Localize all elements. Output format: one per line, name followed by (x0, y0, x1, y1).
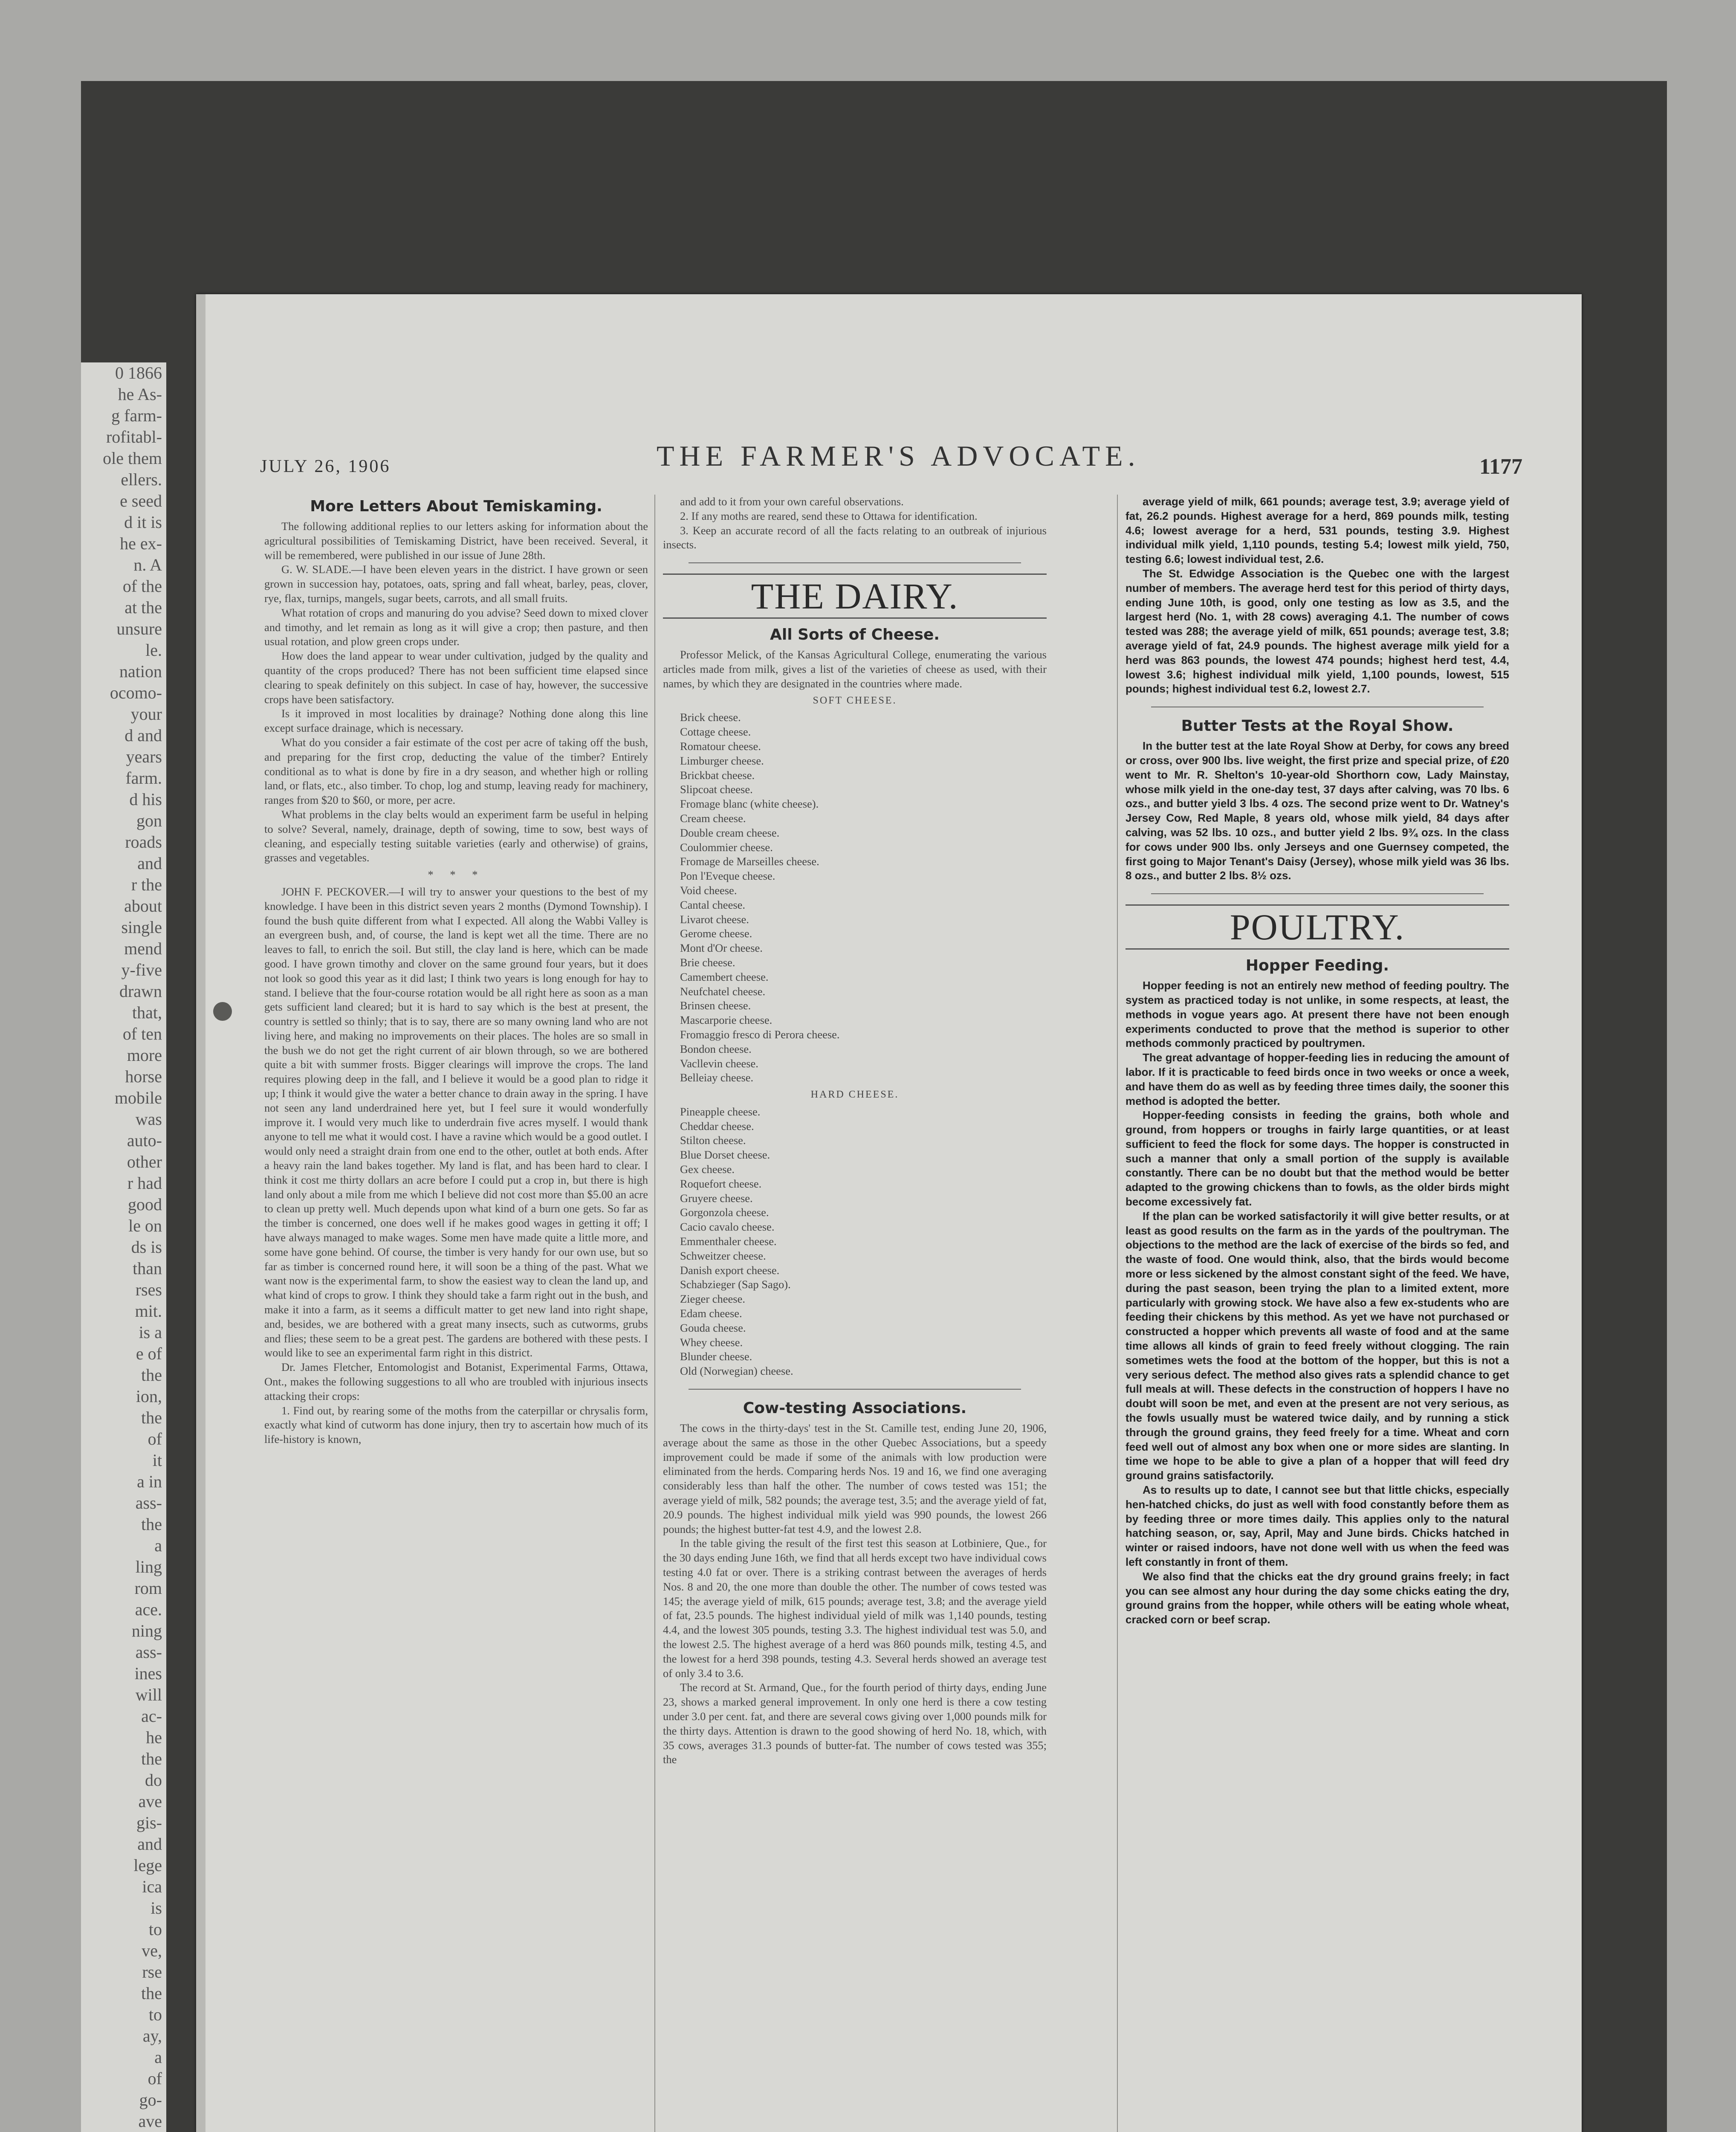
previous-page-line: he As- (118, 385, 162, 404)
previous-page-line: ass- (135, 1493, 162, 1512)
article-paragraph: 2. If any moths are reared, send these to Ottawa for identification. (680, 509, 978, 522)
previous-page-line: ling (135, 1557, 162, 1576)
cheese-item: Mascarporie cheese. (680, 1014, 773, 1027)
cheese-item: Gerome cheese. (680, 927, 752, 940)
previous-page-line: nation (119, 662, 162, 681)
previous-page-line: ning (131, 1621, 162, 1640)
section-title: THE DAIRY. (663, 574, 1047, 619)
column-divider (654, 495, 655, 2132)
previous-page-line: go- (139, 2090, 162, 2109)
cheese-item: Cacio cavalo cheese. (680, 1220, 775, 1234)
cheese-item: Blunder cheese. (680, 1350, 752, 1363)
previous-page-line: a (154, 1536, 162, 1555)
cheese-list (663, 710, 1047, 1085)
previous-page-line: lege (133, 1856, 162, 1875)
previous-page-edge (81, 362, 166, 2132)
previous-page-line: gis- (136, 1813, 162, 1832)
cheese-item: Fromage de Marseilles cheese. (680, 855, 819, 868)
cheese-item: Roquefort cheese. (680, 1177, 762, 1190)
cheese-item: Gruyere cheese. (680, 1191, 753, 1205)
article-paragraph: 3. Keep an accurate record of all the facts relating to an outbreak of injurious insects. (663, 524, 1047, 551)
previous-page-line: rse (142, 1962, 162, 1981)
previous-page-line: d and (124, 726, 162, 745)
previous-page-line: le. (145, 640, 162, 660)
previous-page-line: the (141, 1408, 162, 1427)
previous-page-line: roads (125, 832, 162, 852)
cheese-item: Zieger cheese. (680, 1292, 746, 1306)
article-paragraph: Hopper feeding is not an entirely new method of feeding poultry. The system as practiced today is not unlike, in some respects, at least, the methods in vogue years ago. At present there have not been enough experiments conducted to prove that the method is superior to other methods commonly practiced by poultrymen. (1126, 979, 1509, 1050)
article-paragraph: The St. Edwidge Association is the Quebec one with the largest number of members. The average herd test for this period of thirty days, ending June 10th, is good, only one testing as low as 3.5, and the largest herd (No. 1, with 28 cows) averaging 4.1. The number of cows tested was 288; the average yield of milk, 651 pounds; average test, 3.8; average yield of fat, 24.9 pounds. The highest average milk yield for a herd was 863 pounds, the lowest 474 pounds; highest herd test, 4.4, lowest 3.6; highest individual milk yield, 1,100 pounds, lowest, 515 pounds; highest individual test 6.2, lowest 2.7. (1126, 567, 1509, 695)
cheese-item: Edam cheese. (680, 1307, 742, 1320)
cheese-item: Pineapple cheese. (680, 1105, 761, 1118)
article-body (264, 519, 648, 865)
previous-page-line: to (148, 1920, 162, 1939)
previous-page-line: to (148, 2005, 162, 2024)
article-paragraph: Dr. James Fletcher, Entomologist and Botanist, Experimental Farms, Ottawa, Ont., makes the following suggestions to all who are troubled with injurious insects attacking their crops: (264, 1361, 648, 1402)
article-paragraph: Is it improved in most localities by drainage? Nothing done along this line except surface drainage, which is necessary. (264, 707, 648, 735)
cheese-item: Brinsen cheese. (680, 999, 751, 1012)
previous-page-line: of (148, 2069, 162, 2088)
cheese-item: Romatour cheese. (680, 739, 761, 753)
newspaper-page (196, 294, 1582, 2132)
article-paragraph: average yield of milk, 661 pounds; average test, 3.9; average yield of fat, 26.2 pounds. Highest average for a herd, 869 pounds milk, testing 4.6; lowest average for a herd, 531 pounds, testing 3.9. Highest individual milk yield, 1,110 pounds, testing 5.4; lowest milk yield, 750, testing 6.6; lowest individual test, 2.6. (1126, 495, 1509, 566)
previous-page-line: mend (124, 939, 162, 958)
column-divider (1117, 495, 1118, 2132)
previous-page-line: single (121, 918, 162, 937)
divider-rule (689, 1389, 1021, 1390)
previous-page-line: ave (138, 1792, 162, 1811)
previous-page-line: of the (122, 576, 162, 596)
previous-page-line: of ten (122, 1024, 162, 1043)
previous-page-line: ve, (142, 1941, 162, 1960)
previous-page-line: years (126, 747, 162, 766)
cheese-item: Cheddar cheese. (680, 1119, 754, 1133)
cheese-item: Slipcoat cheese. (680, 783, 753, 796)
previous-page-line: y-five (121, 960, 162, 979)
cheese-item: Cream cheese. (680, 811, 746, 825)
previous-page-line: ica (142, 1877, 162, 1896)
previous-page-line: that, (132, 1003, 162, 1022)
previous-page-line: ay, (142, 2026, 162, 2045)
cheese-item: Gouda cheese. (680, 1321, 746, 1334)
previous-page-line: ds is (131, 1237, 162, 1257)
previous-page-line: g farm- (111, 406, 162, 425)
previous-page-line: was (135, 1109, 162, 1129)
article-paragraph: The cows in the thirty-days' test in the St. Camille test, ending June 20, 1906, average about the same as those in the other Quebec Associations, but a speedy improvement could be made if some of the animals with low production were eliminated from the herds. Comparing herds Nos. 19 and 16, we find one averaging considerably less than half the other. The number of cows tested was 151; the average yield of milk, 582 pounds; the average test, 3.5; and the average yield of fat, 20.9 pounds. The highest individual milk yield was 990 pounds, the lowest 266 pounds; the highest butter-fat test 4.9, and the lowest 2.8. (663, 1422, 1047, 1535)
previous-page-line: good (128, 1195, 162, 1214)
cheese-item: Brick cheese. (680, 711, 741, 724)
previous-page-line: ellers. (121, 470, 162, 489)
divider-rule (1151, 893, 1484, 894)
previous-page-line: d it is (124, 513, 162, 532)
previous-page-line: about (124, 896, 162, 915)
article-paragraph: JOHN F. PECKOVER.—I will try to answer your questions to the best of my knowledge. I have been in this district seven years 2 months (Dymond Township). I found the bush quite different from what I expected. All along the Wabbi Valley is an evergreen bush, and, of course, the land is kept wet all the time. There are no leaves to fall, to enrich the soil. But still, the clay land is here, which can be made good. I have grown timothy and clover on the same ground four years, but it does not look so good this year as it did last; I think two years is long enough for hay to stand. I believe that the four-course rotation would be all right here as soon as a man gets sufficient land cleared; but it is hard to say which is the best at present, the country is settled so thinly; that is to say, there are so many owning land who are not living here, and making no improvements on their places. The holes are so small in the bush we do not get the right current of air blown through, so we are bothered quite a bit with summer frosts. Bigger clearings will improve the crops. The land requires plowing deep in the fall, and I believe it would be a good plan to ridge it up; I think it would give the water a better chance to drain away in the spring. I have not seen any land underdrained here yet, but I feel sure it would wonderfully improve it. I would very much like to underdrain five acres myself. I would thank anyone to tell me what it would cost. I have a ravine which would be a good outlet. I would only need a straight drain from one end to the other, outlet at both ends. After a heavy rain the land bakes together. My land is flat, and has been hard to clear. I think it cost me thirty dollars an acre before I could put a crop in, but there is high land only about a mile from me which I believe did not cost more than $5.00 an acre to clean up pretty well. Much depends upon what kind of a burn one gets. So far as the timber is concerned, one does well if he makes good wages in getting it off; I have always managed to make wages. Some men have made quite a little more, and some have gone behind. Of course, the timber is very handy for our own use, but so far as timber is concerned round here, it will soon be a thing of the past. What we want now is the experimental farm, to show the easiest way to clean the land up, and what kind of crops to grow. I think they should take a farm right out in the bush, and make it into a farm, as it seems a difficult matter to get new land into right shape, and, besides, we are bothered with a great many insects, such as cutworms, grubs and flies; these seem to be a great pest. The gardens are bothered with these pests. I would like to see an experimental farm right in this district. (264, 885, 648, 1359)
previous-page-line: gon (136, 811, 162, 830)
article-paragraph: What rotation of crops and manuring do you advise? Seed down to mixed clover and timothy, and let remain as long as it will give a crop; then pasture, and then usual rotation, and plow green crops under. (264, 606, 648, 648)
cheese-item: Fromage blanc (white cheese). (680, 797, 819, 811)
separator: * * * (428, 868, 485, 881)
previous-page-line: e of (136, 1344, 162, 1363)
cheese-item: Camembert cheese. (680, 970, 769, 983)
previous-page-line: n. A (133, 555, 162, 574)
cheese-item: Emmenthaler cheese. (680, 1235, 777, 1248)
article-paragraph: We also find that the chicks eat the dry ground grains freely; in fact you can see almost any hour during the day some chicks eating the dry, ground grains from the hopper, while others will be eating whole wheat, cracked corn or beef scrap. (1126, 1570, 1509, 1626)
cheese-item: Vacllevin cheese. (680, 1057, 758, 1070)
previous-page-line: ass- (135, 1642, 162, 1662)
cheese-item: Whey cheese. (680, 1335, 743, 1349)
article-body (663, 495, 1047, 552)
scan-backdrop (81, 81, 1667, 2132)
article-paragraph: What do you consider a fair estimate of the cost per acre of taking off the bush, and preparing for the first crop, deducting the value of the timber? Entirely conditional as to what is done by fire in a dry season, and whether high or rolling land, or flats, etc., also timber. To chop, log and stump, leaving ready for machinery, ranges from $20 to $60, or more, per acre. (264, 736, 648, 807)
issue-date: JULY 26, 1906 (260, 457, 391, 476)
previous-page-line: at the (124, 598, 162, 617)
article-heading: Butter Tests at the Royal Show. (1181, 717, 1454, 735)
previous-page-line: ion, (136, 1387, 162, 1406)
previous-page-line: than (133, 1259, 162, 1278)
article-paragraph: Professor Melick, of the Kansas Agricultural College, enumerating the various articles made from milk, gives a list of the varieties of cheese as used, with their names, by which they are designated in the countries where made. (663, 648, 1047, 690)
cheese-item: Cantal cheese. (680, 898, 746, 911)
cheese-item: Double cream cheese. (680, 826, 780, 839)
cheese-item: Void cheese. (680, 884, 737, 897)
previous-page-line: auto- (127, 1131, 162, 1150)
article-paragraph: How does the land appear to wear under cultivation, judged by the quality and quantity of the crops produced? There has not been sufficient time elapsed since clearing to speak definitely on this subject. In case of hay, however, the successive crops have been satisfactory. (264, 649, 648, 706)
previous-page-line: and (137, 854, 162, 873)
page-number: 1177 (1479, 455, 1523, 479)
previous-page-line: the (141, 1749, 162, 1768)
cheese-item: Old (Norwegian) cheese. (680, 1364, 793, 1378)
cheese-item: Neufchatel cheese. (680, 985, 766, 998)
cheese-item: Fromaggio fresco di Perora cheese. (680, 1028, 840, 1041)
article-paragraph: What problems in the clay belts would an experiment farm be useful in helping to solve? Several, namely, drainage, depth of sowing, time to sow, best ways of cleaning, and especially testing suitable varieties (early and otherwise) of grains, grasses and vegetables. (264, 808, 648, 864)
previous-page-line: the (141, 1984, 162, 2003)
article-paragraph: The following additional replies to our letters asking for information about the agricultural possibilities of Temiskaming District, have been received. Several, it will be remembered, were published in our issue of June 28th. (264, 520, 648, 562)
previous-page-line: 0 1866 (115, 363, 162, 382)
previous-page-line: rses (135, 1280, 162, 1299)
cheese-item: Gex cheese. (680, 1163, 735, 1176)
cheese-item: Coulommier cheese. (680, 840, 773, 854)
previous-page-line: ave (138, 2112, 162, 2131)
cheese-item: Cottage cheese. (680, 725, 751, 739)
cheese-item: Brie cheese. (680, 956, 735, 969)
cheese-item: Pon l'Eveque cheese. (680, 869, 775, 883)
previous-page-line: horse (125, 1067, 162, 1086)
column-1 (264, 495, 648, 2132)
previous-page-line: he (146, 1728, 162, 1747)
cheese-item: Gorgonzola cheese. (680, 1206, 769, 1219)
previous-page-line: mit. (135, 1301, 162, 1321)
previous-page-line: ole them (103, 449, 162, 468)
article-paragraph: 1. Find out, by rearing some of the moths from the caterpillar or chrysalis form, exactly what kind of cutworm has done injury, then try to ascertain how much of its life-history is known, (264, 1404, 648, 1446)
previous-page-line: the (141, 1365, 162, 1385)
cheese-item: Limburger cheese. (680, 754, 764, 767)
article-paragraph: In the table giving the result of the first test this season at Lotbiniere, Que., for the 30 days ending June 16th, we find that all herds except two have individual cows testing 4.0 fat or over. There is a striking contrast between the averages of herds Nos. 8 and 20, the one more than double the other. The number of cows tested was 145; the average yield of milk, 615 pounds; average test, 3.8; and the average yield of fat, 23.5 pounds. The highest individual yield of milk was 1,140 pounds, testing 4.4, and the lowest 305 pounds, testing 3.3. The highest individual test was 5.0, and the lowest 2.5. The highest average of a herd was 860 pounds milk, testing 4.5, and the lowest for a herd 398 pounds, testing 4.3. Several herds showed an average test of only 3.4 to 3.6. (663, 1537, 1047, 1680)
previous-page-line: rofitabl- (106, 427, 162, 446)
article-paragraph: If the plan can be worked satisfactorily it will give better results, or at least as good results on the farm as in the yards of the poultryman. The objections to the method are the lack of exercise of the birds so fed, and the waste of food. One would think, also, that the birds would become more or less sickened by the almost constant sight of the feed. We have, during the past season, been trying the plan to a limited extent, more particularly with growing stock. We have also a few ex-students who are feeding their chickens by this method. As yet we have not purchased or constructed a hopper which prevents all waste of food and at the same time allows all kinds of grain to feed freely without clogging. The rain sometimes wets the food at the bottom of the hopper, but this is not a very serious defect. The method also gives rats a splendid chance to get full meals at will. These defects in the construction of hoppers I have no doubt will soon be met, and even at the present are not very serious, as the fowls usually must be watered twice daily, and by running a stick through the ground grains, they feed freely for a time. Wheat and corn feed well out of almost any box when one or more sides are slanting. In time we hope to be able to give a plan of a hopper that will feed dry ground grains satisfactorily. (1126, 1209, 1509, 1482)
previous-page-line: unsure (116, 619, 162, 638)
previous-page-line: ines (134, 1664, 162, 1683)
article-heading: More Letters About Temiskaming. (310, 498, 602, 515)
previous-page-line: the (141, 1515, 162, 1534)
previous-page-line: d his (129, 790, 162, 809)
article-heading: Cow-testing Associations. (743, 1399, 967, 1417)
cheese-item: Bondon cheese. (680, 1042, 752, 1055)
cheese-item: Schabzieger (Sap Sago). (680, 1278, 791, 1291)
list-heading: SOFT CHEESE. (813, 695, 897, 706)
cheese-item: Stilton cheese. (680, 1134, 746, 1147)
previous-page-line: rom (134, 1579, 162, 1598)
article-paragraph: In the butter test at the late Royal Show at Derby, for cows any breed or cross, over 900 lbs. live weight, the first prize and special prize, of £20 went to Mr. R. Shelton's 10-year-old Shorthorn cow, Lady Mainstay, whose milk yield in the one-day test, 37 days after calving, was 70 lbs. 6 ozs., and butter yield 3 lbs. 4 ozs. The second prize went to Dr. Watney's Jersey Cow, Red Maple, 8 years old, whose milk yield, 84 days after calving, was 52 lbs. 10 ozs., and butter yield 2 lbs. 9¾ ozs. In the class for cows under 900 lbs. only Jerseys and one Guernsey competed, the first going to Major Tenant's Daisy (Jersey), whose milk yield was 36 lbs. 8 ozs., and butter 2 lbs. 8½ ozs. (1126, 739, 1509, 882)
previous-page-line: your (130, 704, 162, 724)
section-title: POULTRY. (1126, 904, 1509, 950)
previous-page-line: other (127, 1152, 162, 1171)
column-2 (663, 495, 1047, 2132)
divider-rule (689, 562, 1021, 563)
previous-page-line: is a (139, 1323, 162, 1342)
page-gutter (196, 294, 205, 2132)
cheese-item: Blue Dorset cheese. (680, 1148, 770, 1162)
previous-page-line: a in (137, 1472, 162, 1491)
previous-page-line: r the (131, 875, 162, 894)
article-paragraph: The great advantage of hopper-feeding lies in reducing the amount of labor. If it is practicable to feed birds once in two weeks or once a week, and have them do as well as by feeding three times daily, the sooner this method is adopted the better. (1126, 1051, 1509, 1107)
article-paragraph: The record at St. Armand, Que., for the fourth period of thirty days, ending June 23, shows a marked general improvement. In only one herd is there a cow testing under 3.0 per cent. fat, and there are several cows giving over 1,000 pounds milk for the thirty days. Attention is drawn to the good showing of herd No. 18, which, with 35 cows, averages 31.3 pounds of butter-fat. The number of cows tested was 355; the (663, 1681, 1047, 1766)
article-body (1126, 495, 1509, 696)
previous-page-line: is (150, 1898, 162, 1918)
article-paragraph: Hopper-feeding consists in feeding the grains, both whole and ground, from hoppers or troughs in fairly large quantities, or at least sufficient to feed the flock for some days. The hopper is constructed in such a manner that only a small portion of the supply is available constantly. There can be no doubt but that the method would be better adapted to the growing chickens than to fowls, as the older birds might become excessively fat. (1126, 1109, 1509, 1208)
article-paragraph: and add to it from your own careful observations. (680, 495, 904, 508)
article-paragraph: G. W. SLADE.—I have been eleven years in the district. I have grown or seen grown in succession hay, potatoes, oats, spring and fall wheat, barley, peas, clover, rye, flax, turnips, mangels, sugar beets, carrots, and all small fruits. (264, 563, 648, 605)
previous-page-line: will (135, 1685, 162, 1704)
previous-page-line: farm. (125, 768, 162, 788)
previous-page-line: it (152, 1451, 162, 1470)
previous-page-line: ac- (141, 1706, 162, 1726)
previous-page-line: ocomo- (110, 683, 162, 702)
article-body (264, 885, 648, 1447)
binding-hole (213, 1002, 232, 1021)
previous-page-line: he ex- (120, 534, 162, 553)
masthead-title: THE FARMER'S ADVOCATE. (657, 440, 1140, 472)
article-body (1126, 979, 1509, 1627)
previous-page-line: drawn (119, 982, 162, 1001)
article-heading: All Sorts of Cheese. (770, 626, 940, 644)
previous-page-line: le on (128, 1216, 162, 1235)
previous-page-line: of (148, 1429, 162, 1448)
previous-page-line: mobile (114, 1088, 162, 1107)
cheese-item: Brickbat cheese. (680, 768, 755, 782)
cheese-item: Livarot cheese. (680, 912, 749, 926)
previous-page-text (81, 362, 166, 2132)
article-paragraph: As to results up to date, I cannot see but that little chicks, especially hen-hatched chicks, do just as well with food constantly before them as by feeding three or more times daily. This applies only to the natural hatching season, or, say, April, May and June birds. Chicks hatched in winter or raised indoors, have not done well with us when the feed was left constantly in front of them. (1126, 1483, 1509, 1568)
previous-page-line: ace. (135, 1600, 162, 1619)
previous-page-line: do (145, 1770, 162, 1790)
article-body (663, 1421, 1047, 1767)
cheese-item: Danish export cheese. (680, 1263, 780, 1277)
cheese-item: Mont d'Or cheese. (680, 941, 763, 955)
article-heading: Hopper Feeding. (1245, 957, 1389, 975)
previous-page-line: r had (127, 1173, 162, 1193)
cheese-list (663, 1105, 1047, 1379)
previous-page-line: more (127, 1046, 162, 1065)
list-heading: HARD CHEESE. (810, 1089, 899, 1101)
cheese-item: Belleiay cheese. (680, 1071, 754, 1084)
cheese-item: Schweitzer cheese. (680, 1249, 766, 1262)
previous-page-line: and (137, 1834, 162, 1854)
column-3 (1126, 495, 1509, 2132)
previous-page-line: a (154, 2048, 162, 2067)
previous-page-line: e seed (120, 491, 162, 510)
